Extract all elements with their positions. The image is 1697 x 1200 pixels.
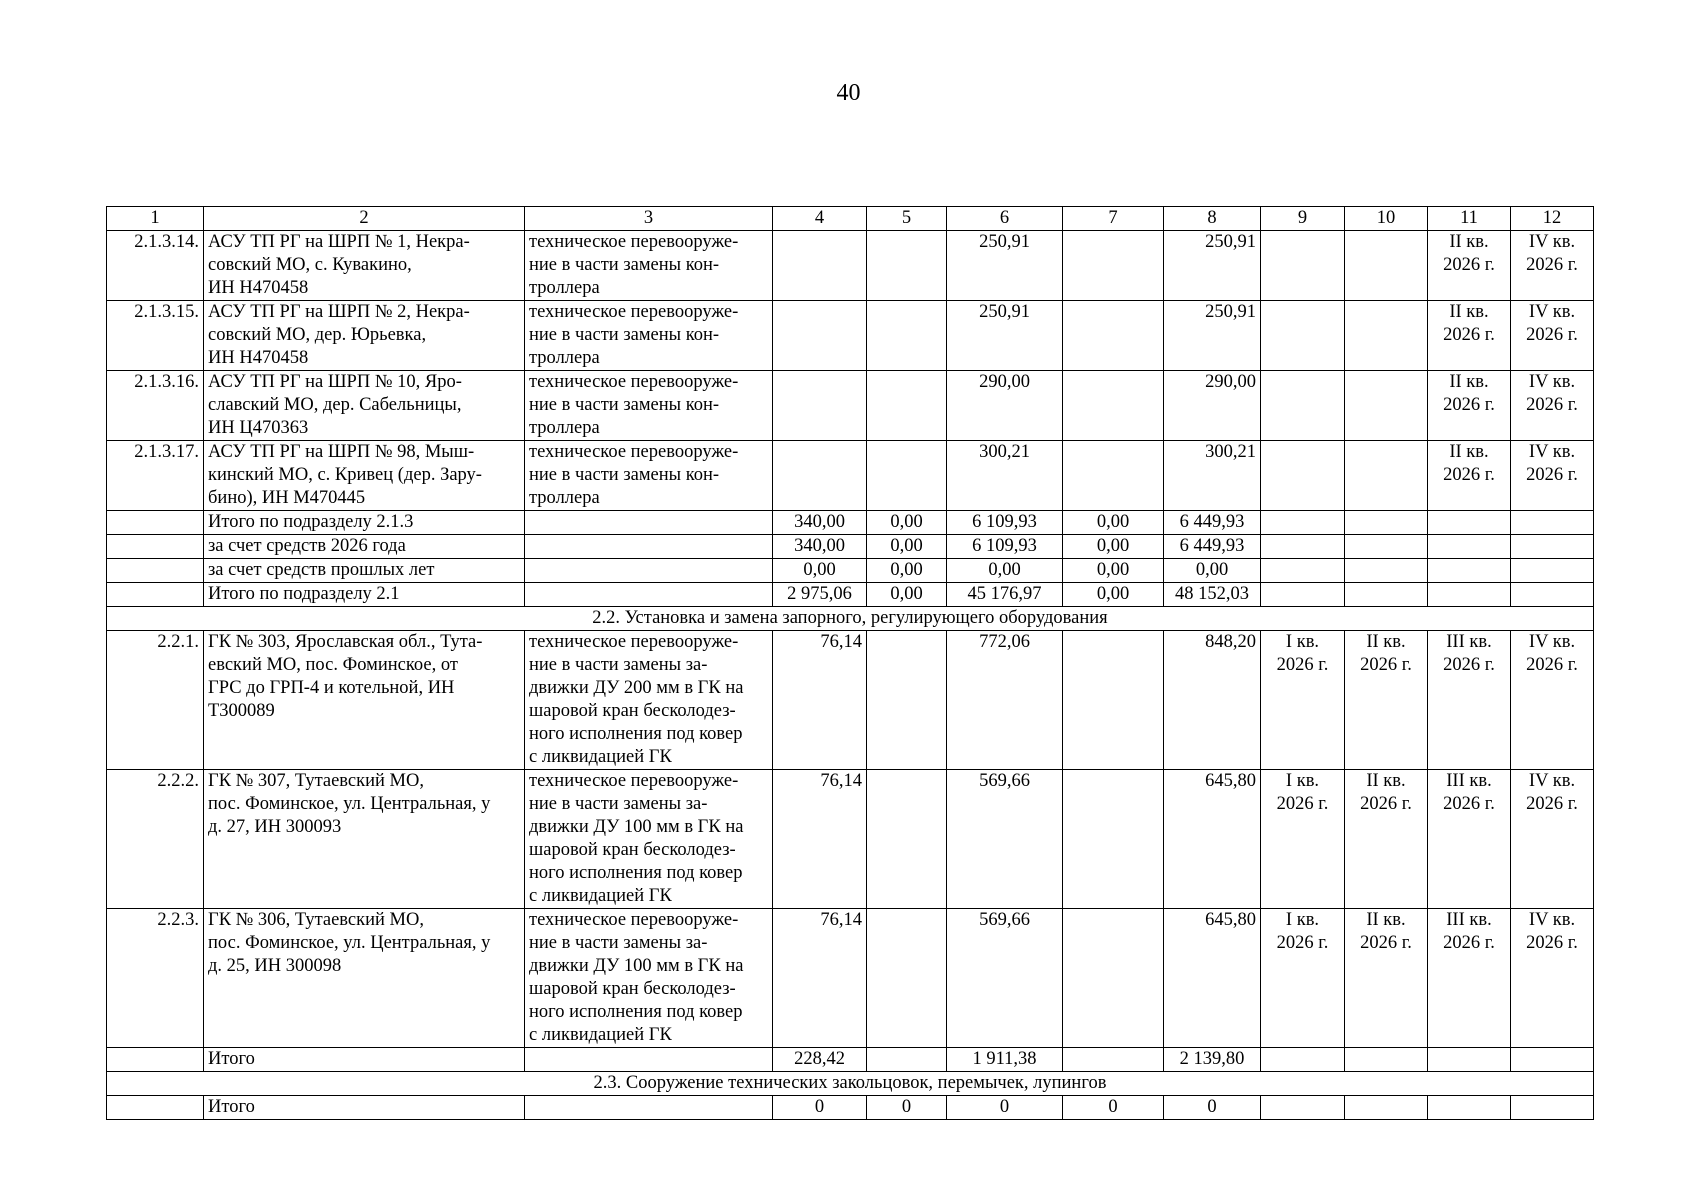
- value-col7-cell: [1063, 631, 1164, 770]
- quarter-col9-cell: [1261, 371, 1345, 441]
- row-number-cell: [107, 559, 204, 583]
- table-row: [107, 909, 1594, 1048]
- value-col5-cell: [867, 631, 947, 770]
- value-col7-cell: 0,00: [1063, 511, 1164, 535]
- value-col6-cell: 0: [947, 1096, 1063, 1120]
- quarter-col11-cell: II кв. 2026 г.: [1428, 301, 1511, 371]
- value-col6-cell: 6 109,93: [947, 535, 1063, 559]
- investment-program-table: [106, 206, 1594, 1120]
- total-row: [107, 1096, 1594, 1120]
- quarter-col12-cell: IV кв. 2026 г.: [1511, 909, 1594, 1048]
- total-row: [107, 1048, 1594, 1072]
- value-col8-cell: 48 152,03: [1164, 583, 1261, 607]
- value-col5-cell: [867, 371, 947, 441]
- section-heading-row: [107, 1072, 1594, 1096]
- column-header: 7: [1063, 207, 1164, 231]
- column-header: 11: [1428, 207, 1511, 231]
- row-number-cell: 2.1.3.17.: [107, 441, 204, 511]
- value-col4-cell: 76,14: [773, 631, 867, 770]
- object-name-cell: Итого: [204, 1048, 525, 1072]
- quarter-col11-cell: [1428, 535, 1511, 559]
- quarter-col12-cell: [1511, 559, 1594, 583]
- table-row: [107, 770, 1594, 909]
- quarter-col10-cell: [1345, 301, 1428, 371]
- work-type-cell: [525, 1048, 773, 1072]
- row-number-cell: 2.1.3.15.: [107, 301, 204, 371]
- quarter-col9-cell: [1261, 535, 1345, 559]
- object-name-cell: за счет средств прошлых лет: [204, 559, 525, 583]
- row-number-cell: [107, 1096, 204, 1120]
- column-header: 9: [1261, 207, 1345, 231]
- quarter-col9-cell: [1261, 441, 1345, 511]
- value-col7-cell: [1063, 441, 1164, 511]
- value-col4-cell: 340,00: [773, 511, 867, 535]
- total-row: [107, 559, 1594, 583]
- page-number: 40: [836, 80, 861, 106]
- quarter-col12-cell: [1511, 1096, 1594, 1120]
- quarter-col11-cell: II кв. 2026 г.: [1428, 441, 1511, 511]
- object-name-cell: ГК № 303, Ярославская обл., Тута- евский МО, пос. Фоминское, от ГРС до ГРП-4 и котельной, ИН Т300089: [204, 631, 525, 770]
- quarter-col12-cell: IV кв. 2026 г.: [1511, 371, 1594, 441]
- quarter-col12-cell: [1511, 1048, 1594, 1072]
- value-col5-cell: [867, 909, 947, 1048]
- work-type-cell: техническое перевооруже- ние в части замены кон- троллера: [525, 231, 773, 301]
- section-heading: 2.3. Сооружение технических закольцовок, перемычек, лупингов: [107, 1072, 1594, 1096]
- value-col4-cell: 76,14: [773, 770, 867, 909]
- quarter-col10-cell: [1345, 583, 1428, 607]
- value-col6-cell: 290,00: [947, 371, 1063, 441]
- value-col6-cell: 772,06: [947, 631, 1063, 770]
- column-header: 6: [947, 207, 1063, 231]
- object-name-cell: Итого по подразделу 2.1: [204, 583, 525, 607]
- value-col7-cell: 0,00: [1063, 583, 1164, 607]
- row-number-cell: [107, 1048, 204, 1072]
- column-header: 8: [1164, 207, 1261, 231]
- value-col7-cell: [1063, 371, 1164, 441]
- quarter-col10-cell: [1345, 231, 1428, 301]
- value-col5-cell: 0,00: [867, 583, 947, 607]
- value-col8-cell: 848,20: [1164, 631, 1261, 770]
- quarter-col11-cell: [1428, 559, 1511, 583]
- quarter-col11-cell: [1428, 1048, 1511, 1072]
- column-header: 10: [1345, 207, 1428, 231]
- object-name-cell: АСУ ТП РГ на ШРП № 2, Некра- совский МО, дер. Юрьевка, ИН Н470458: [204, 301, 525, 371]
- value-col4-cell: 0: [773, 1096, 867, 1120]
- work-type-cell: техническое перевооруже- ние в части замены за- движки ДУ 100 мм в ГК на шаровой кран бесколодез- ного исполнения под ковер с ликвидацией ГК: [525, 770, 773, 909]
- column-header: 3: [525, 207, 773, 231]
- value-col5-cell: 0,00: [867, 511, 947, 535]
- quarter-col9-cell: [1261, 583, 1345, 607]
- quarter-col11-cell: [1428, 583, 1511, 607]
- column-header: 5: [867, 207, 947, 231]
- value-col4-cell: [773, 441, 867, 511]
- row-number-cell: [107, 583, 204, 607]
- quarter-col9-cell: [1261, 301, 1345, 371]
- value-col7-cell: 0: [1063, 1096, 1164, 1120]
- quarter-col10-cell: [1345, 441, 1428, 511]
- value-col5-cell: [867, 441, 947, 511]
- quarter-col12-cell: IV кв. 2026 г.: [1511, 231, 1594, 301]
- row-number-cell: 2.2.3.: [107, 909, 204, 1048]
- value-col8-cell: 645,80: [1164, 909, 1261, 1048]
- object-name-cell: АСУ ТП РГ на ШРП № 1, Некра- совский МО, с. Кувакино, ИН Н470458: [204, 231, 525, 301]
- value-col4-cell: [773, 371, 867, 441]
- value-col8-cell: 6 449,93: [1164, 535, 1261, 559]
- quarter-col12-cell: [1511, 583, 1594, 607]
- column-header: 1: [107, 207, 204, 231]
- quarter-col10-cell: II кв. 2026 г.: [1345, 631, 1428, 770]
- value-col6-cell: 250,91: [947, 231, 1063, 301]
- work-type-cell: техническое перевооруже- ние в части замены за- движки ДУ 100 мм в ГК на шаровой кран бесколодез- ного исполнения под ковер с ликвидацией ГК: [525, 909, 773, 1048]
- value-col6-cell: 6 109,93: [947, 511, 1063, 535]
- column-header: 2: [204, 207, 525, 231]
- quarter-col10-cell: [1345, 371, 1428, 441]
- value-col6-cell: 45 176,97: [947, 583, 1063, 607]
- value-col8-cell: 0: [1164, 1096, 1261, 1120]
- row-number-cell: 2.2.2.: [107, 770, 204, 909]
- section-heading-row: [107, 607, 1594, 631]
- total-row: [107, 583, 1594, 607]
- quarter-col11-cell: II кв. 2026 г.: [1428, 371, 1511, 441]
- work-type-cell: техническое перевооруже- ние в части замены кон- троллера: [525, 301, 773, 371]
- work-type-cell: техническое перевооруже- ние в части замены за- движки ДУ 200 мм в ГК на шаровой кран бесколодез- ного исполнения под ковер с ликвидацией ГК: [525, 631, 773, 770]
- quarter-col11-cell: III кв. 2026 г.: [1428, 770, 1511, 909]
- quarter-col10-cell: II кв. 2026 г.: [1345, 770, 1428, 909]
- table-body: [107, 207, 1594, 1120]
- quarter-col9-cell: I кв. 2026 г.: [1261, 631, 1345, 770]
- value-col8-cell: 300,21: [1164, 441, 1261, 511]
- value-col5-cell: 0: [867, 1096, 947, 1120]
- quarter-col11-cell: III кв. 2026 г.: [1428, 631, 1511, 770]
- quarter-col9-cell: I кв. 2026 г.: [1261, 909, 1345, 1048]
- quarter-col9-cell: [1261, 1048, 1345, 1072]
- quarter-col10-cell: [1345, 559, 1428, 583]
- work-type-cell: [525, 535, 773, 559]
- value-col8-cell: 645,80: [1164, 770, 1261, 909]
- quarter-col10-cell: [1345, 511, 1428, 535]
- object-name-cell: Итого: [204, 1096, 525, 1120]
- column-number-header-row: [107, 207, 1594, 231]
- quarter-col9-cell: [1261, 231, 1345, 301]
- quarter-col10-cell: [1345, 535, 1428, 559]
- value-col5-cell: [867, 1048, 947, 1072]
- value-col6-cell: 300,21: [947, 441, 1063, 511]
- section-heading: 2.2. Установка и замена запорного, регулирующего оборудования: [107, 607, 1594, 631]
- value-col8-cell: 290,00: [1164, 371, 1261, 441]
- value-col7-cell: 0,00: [1063, 535, 1164, 559]
- quarter-col9-cell: [1261, 511, 1345, 535]
- value-col5-cell: [867, 231, 947, 301]
- quarter-col12-cell: IV кв. 2026 г.: [1511, 631, 1594, 770]
- value-col6-cell: 569,66: [947, 909, 1063, 1048]
- work-type-cell: техническое перевооруже- ние в части замены кон- троллера: [525, 371, 773, 441]
- table-row: [107, 301, 1594, 371]
- table-row: [107, 371, 1594, 441]
- quarter-col11-cell: II кв. 2026 г.: [1428, 231, 1511, 301]
- value-col4-cell: 228,42: [773, 1048, 867, 1072]
- quarter-col11-cell: [1428, 1096, 1511, 1120]
- object-name-cell: за счет средств 2026 года: [204, 535, 525, 559]
- work-type-cell: [525, 583, 773, 607]
- quarter-col12-cell: IV кв. 2026 г.: [1511, 770, 1594, 909]
- quarter-col10-cell: [1345, 1096, 1428, 1120]
- value-col7-cell: [1063, 770, 1164, 909]
- value-col6-cell: 250,91: [947, 301, 1063, 371]
- work-type-cell: [525, 559, 773, 583]
- value-col7-cell: [1063, 1048, 1164, 1072]
- value-col4-cell: 0,00: [773, 559, 867, 583]
- quarter-col10-cell: [1345, 1048, 1428, 1072]
- total-row: [107, 535, 1594, 559]
- quarter-col10-cell: II кв. 2026 г.: [1345, 909, 1428, 1048]
- value-col6-cell: 569,66: [947, 770, 1063, 909]
- row-number-cell: [107, 535, 204, 559]
- work-type-cell: [525, 1096, 773, 1120]
- value-col6-cell: 1 911,38: [947, 1048, 1063, 1072]
- value-col4-cell: 76,14: [773, 909, 867, 1048]
- value-col8-cell: 6 449,93: [1164, 511, 1261, 535]
- quarter-col9-cell: [1261, 559, 1345, 583]
- value-col8-cell: 2 139,80: [1164, 1048, 1261, 1072]
- value-col5-cell: [867, 301, 947, 371]
- work-type-cell: [525, 511, 773, 535]
- object-name-cell: Итого по подразделу 2.1.3: [204, 511, 525, 535]
- value-col4-cell: [773, 301, 867, 371]
- row-number-cell: 2.2.1.: [107, 631, 204, 770]
- table-row: [107, 441, 1594, 511]
- value-col7-cell: [1063, 909, 1164, 1048]
- row-number-cell: [107, 511, 204, 535]
- value-col6-cell: 0,00: [947, 559, 1063, 583]
- quarter-col12-cell: IV кв. 2026 г.: [1511, 301, 1594, 371]
- quarter-col12-cell: [1511, 535, 1594, 559]
- quarter-col12-cell: IV кв. 2026 г.: [1511, 441, 1594, 511]
- value-col8-cell: 250,91: [1164, 301, 1261, 371]
- column-header: 4: [773, 207, 867, 231]
- value-col7-cell: 0,00: [1063, 559, 1164, 583]
- work-type-cell: техническое перевооруже- ние в части замены кон- троллера: [525, 441, 773, 511]
- object-name-cell: ГК № 306, Тутаевский МО, пос. Фоминское, ул. Центральная, у д. 25, ИН 300098: [204, 909, 525, 1048]
- quarter-col12-cell: [1511, 511, 1594, 535]
- value-col5-cell: [867, 770, 947, 909]
- total-row: [107, 511, 1594, 535]
- quarter-col9-cell: I кв. 2026 г.: [1261, 770, 1345, 909]
- value-col8-cell: 250,91: [1164, 231, 1261, 301]
- row-number-cell: 2.1.3.14.: [107, 231, 204, 301]
- object-name-cell: ГК № 307, Тутаевский МО, пос. Фоминское, ул. Центральная, у д. 27, ИН 300093: [204, 770, 525, 909]
- object-name-cell: АСУ ТП РГ на ШРП № 10, Яро- славский МО, дер. Сабельницы, ИН Ц470363: [204, 371, 525, 441]
- value-col5-cell: 0,00: [867, 535, 947, 559]
- table-row: [107, 631, 1594, 770]
- table-row: [107, 231, 1594, 301]
- value-col4-cell: 340,00: [773, 535, 867, 559]
- value-col7-cell: [1063, 301, 1164, 371]
- value-col5-cell: 0,00: [867, 559, 947, 583]
- value-col4-cell: 2 975,06: [773, 583, 867, 607]
- quarter-col11-cell: III кв. 2026 г.: [1428, 909, 1511, 1048]
- value-col8-cell: 0,00: [1164, 559, 1261, 583]
- value-col7-cell: [1063, 231, 1164, 301]
- value-col4-cell: [773, 231, 867, 301]
- quarter-col9-cell: [1261, 1096, 1345, 1120]
- quarter-col11-cell: [1428, 511, 1511, 535]
- row-number-cell: 2.1.3.16.: [107, 371, 204, 441]
- column-header: 12: [1511, 207, 1594, 231]
- object-name-cell: АСУ ТП РГ на ШРП № 98, Мыш- кинский МО, с. Кривец (дер. Зару- бино), ИН М470445: [204, 441, 525, 511]
